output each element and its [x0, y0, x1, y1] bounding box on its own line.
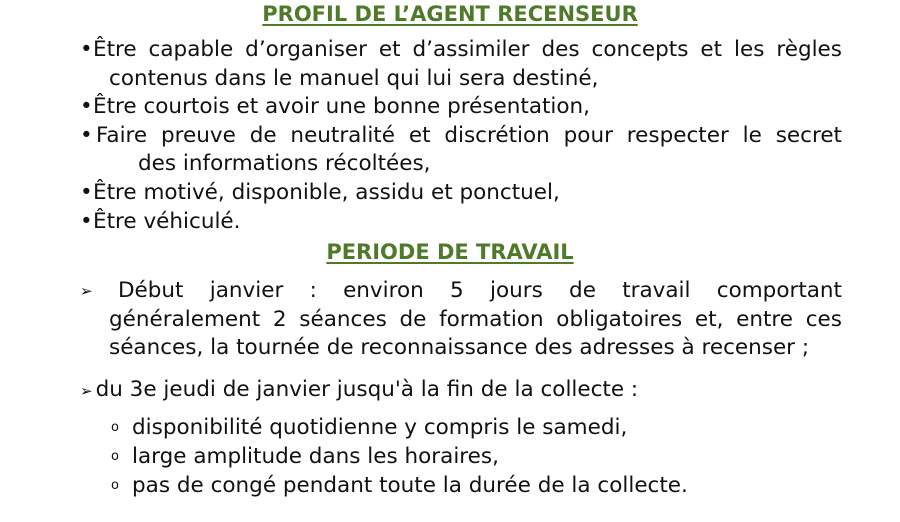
list-item-line: Être véhiculé.: [93, 208, 241, 234]
list-item-line: large amplitude dans les horaires,: [132, 443, 499, 469]
list-item: [111, 414, 688, 443]
periode-jeudi-paragraph: [80, 376, 842, 406]
bullet-icon: •: [80, 37, 93, 62]
list-item-line: Être motivé, disponible, assidu et ponctuel,: [93, 179, 560, 205]
list-item-line: disponibilité quotidienne y compris le samedi,: [132, 415, 628, 440]
list-item: [111, 472, 688, 501]
circle-bullet-icon: o: [111, 420, 119, 435]
circle-bullet-icon: o: [111, 448, 119, 464]
bullet-icon: •: [80, 94, 93, 120]
bullet-icon: •: [80, 208, 93, 234]
arrow-bullet-icon: ➢: [80, 282, 93, 300]
paragraph-line: du 3e jeudi de janvier jusqu'à la fin de la collecte :: [95, 377, 639, 402]
paragraph-line: séances, la tournée de reconnaissance des adresses à recenser ;: [109, 335, 810, 361]
list-item-line: pas de congé pendant toute la durée de la collecte.: [132, 472, 688, 498]
periode-debut-paragraph: [80, 277, 842, 363]
list-item: [111, 443, 688, 472]
bullet-icon: •: [80, 122, 93, 148]
paragraph-line: généralement 2 séances de formation obligatoires et, entre ces: [109, 306, 842, 332]
list-item: [80, 93, 842, 122]
list-item-line: Être capable d’organiser et d’assimiler des concepts et les règles: [93, 37, 842, 62]
list-item: [80, 36, 842, 93]
heading-periode: PERIODE DE TRAVAIL: [326, 240, 574, 264]
list-item: [80, 122, 842, 179]
paragraph-text: [80, 277, 842, 363]
list-item-line: contenus dans le manuel qui lui sera destiné,: [109, 65, 599, 91]
periode-sub-list: [111, 414, 688, 500]
circle-bullet-icon: o: [111, 477, 119, 493]
bullet-icon: •: [80, 179, 93, 205]
heading-profil: PROFIL DE L’AGENT RECENSEUR: [262, 2, 638, 26]
paragraph-line: Début janvier : environ 5 jours de travail comportant: [118, 278, 842, 303]
list-item: [80, 208, 842, 237]
list-item-line: Faire preuve de neutralité et discrétion pour respecter le secret: [96, 122, 842, 148]
list-item-line: des informations récoltées,: [138, 151, 431, 177]
profil-list: [80, 36, 842, 236]
arrow-bullet-icon: ➢: [80, 382, 93, 400]
list-item-line: Être courtois et avoir une bonne présentation,: [93, 94, 591, 120]
list-item: [80, 179, 842, 208]
